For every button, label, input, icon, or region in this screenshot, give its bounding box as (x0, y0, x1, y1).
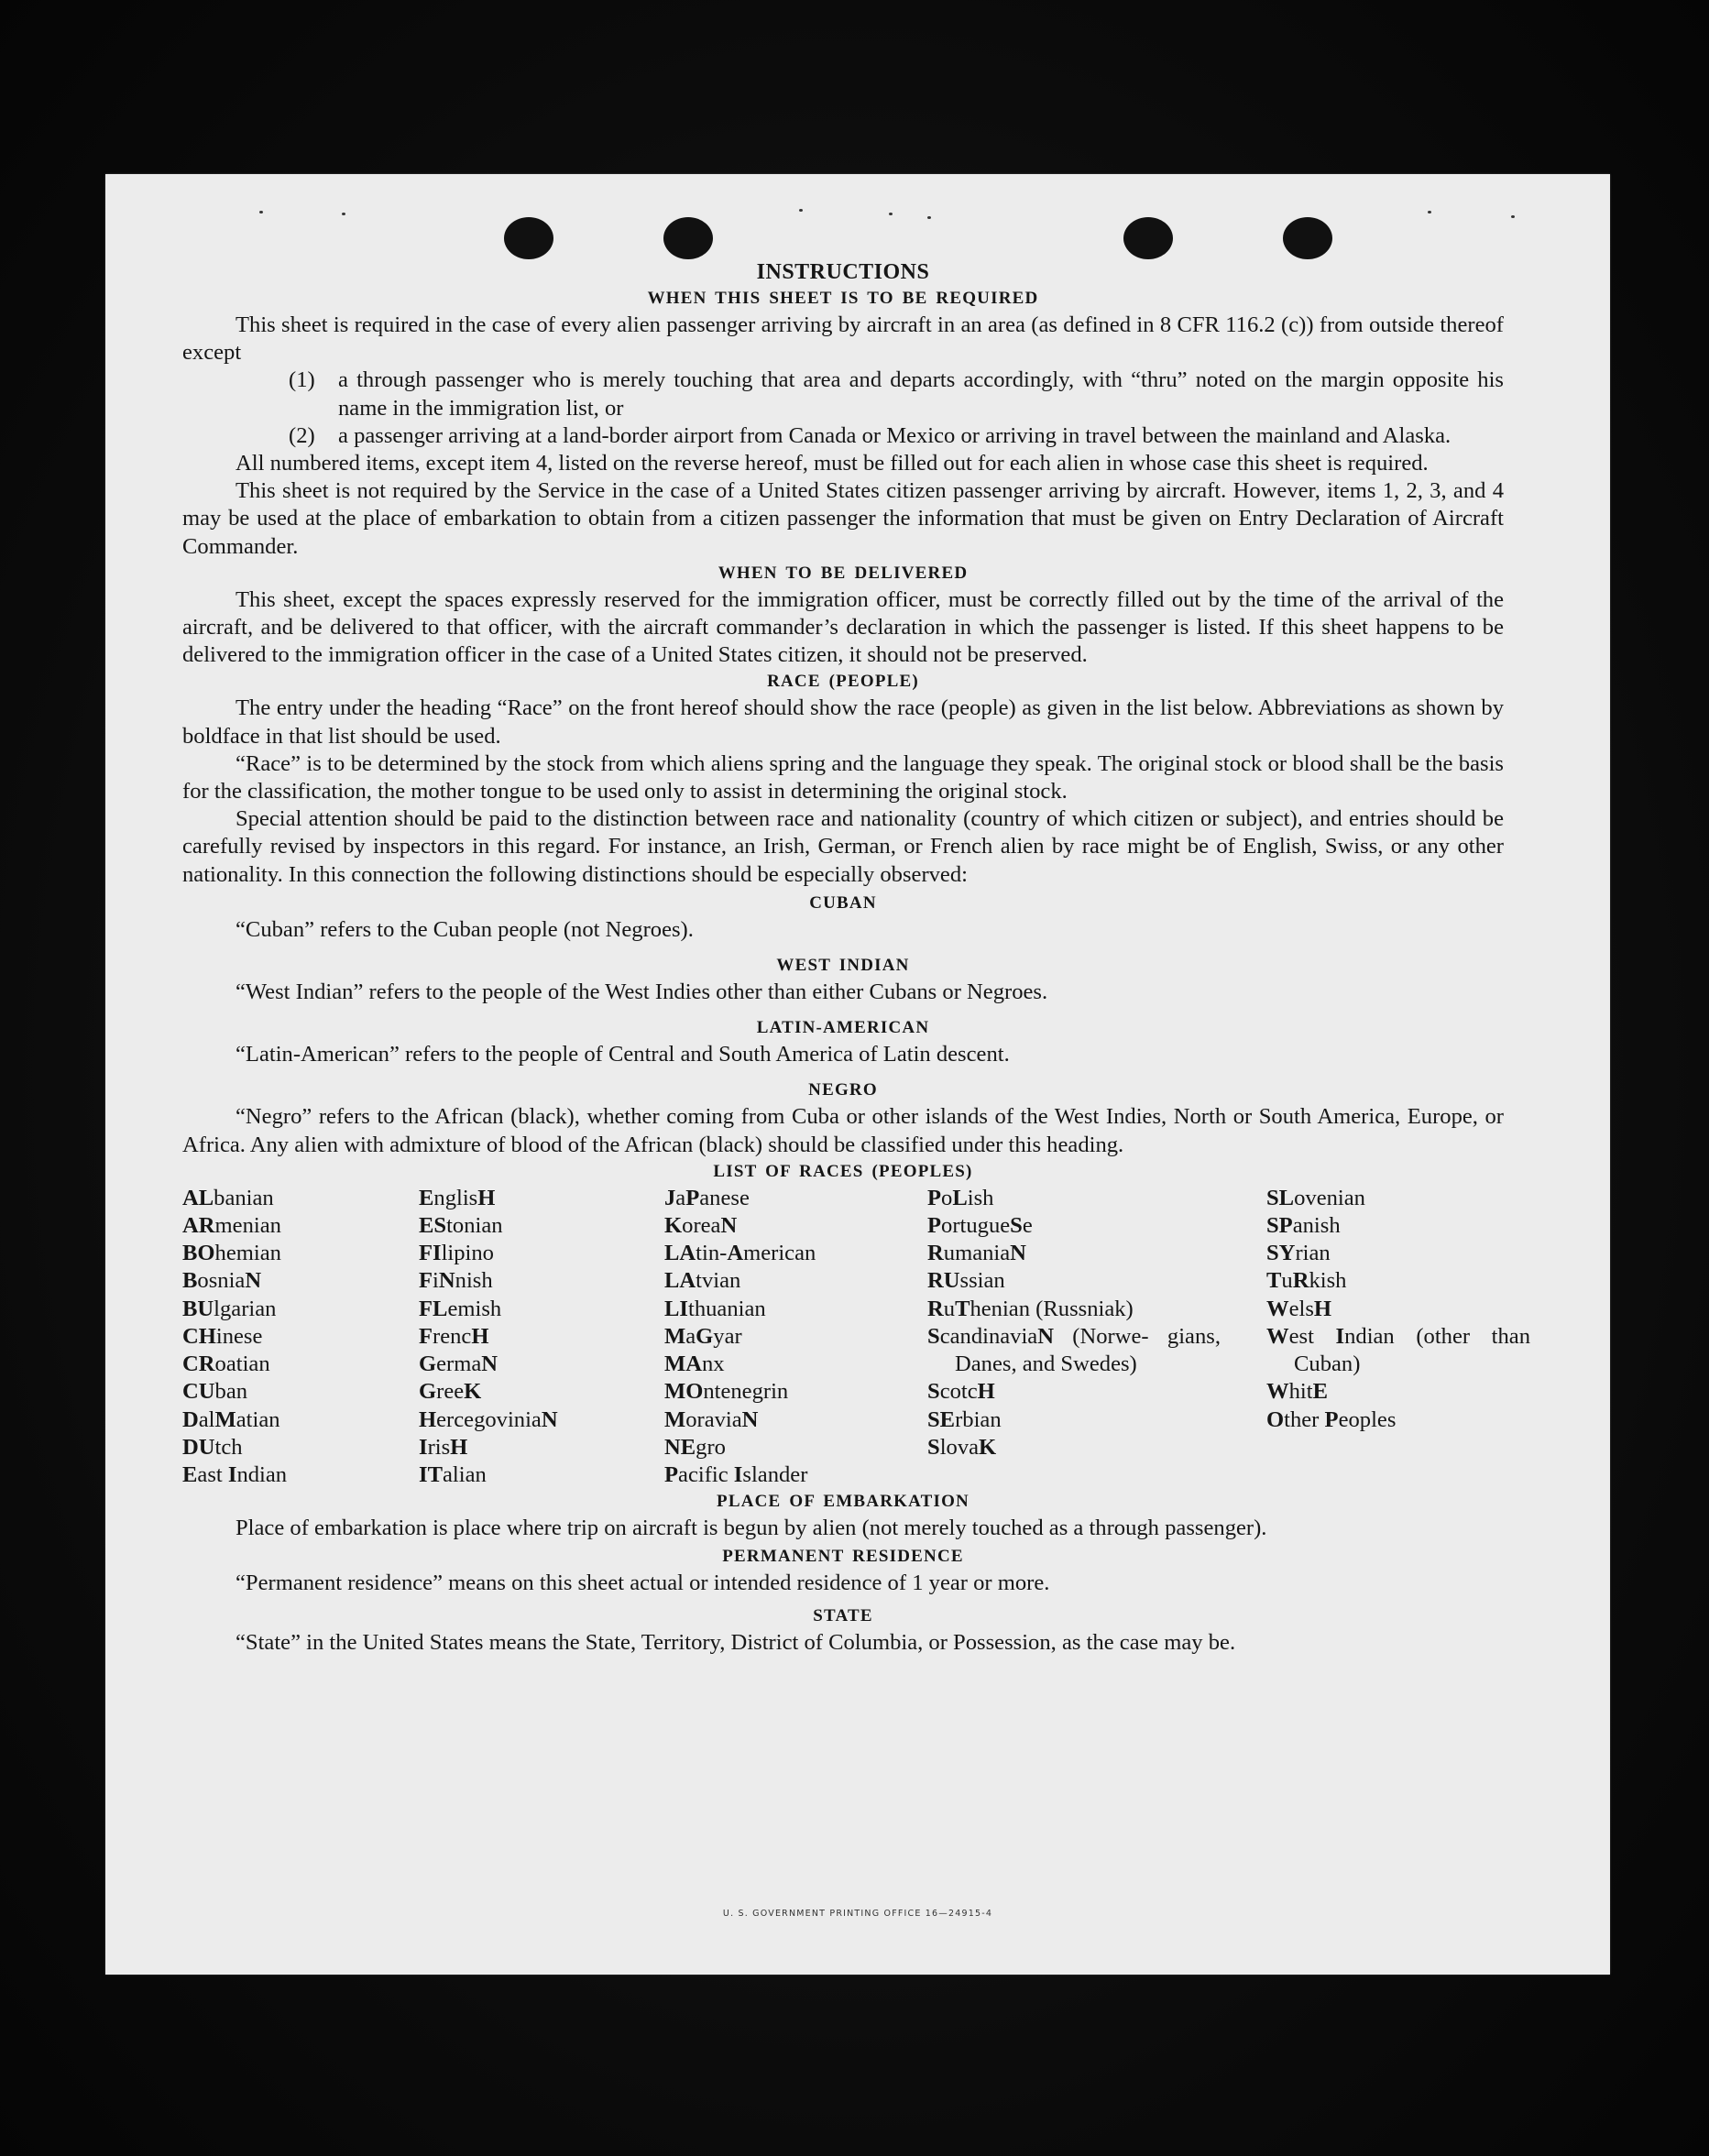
dust-speck (927, 216, 931, 219)
race-entry: SLovenian (1266, 1185, 1365, 1210)
race-entry: SlovaK (927, 1434, 997, 1460)
race-entry: NEgro (664, 1434, 726, 1460)
race-entry: LAtin-American (664, 1241, 816, 1266)
race-entry: SPanish (1266, 1213, 1341, 1239)
race-entry: CRoatian (182, 1352, 270, 1377)
heading-negro: NEGRO (808, 1080, 878, 1100)
required-intro: This sheet is required in the case of every alien passenger arriving by aircraft in an area (as defined in 8 CFR 116.2 (c)) from outside thereof except (182, 312, 1504, 366)
page-title: INSTRUCTIONS (756, 260, 930, 284)
race-entry: EStonian (419, 1213, 503, 1239)
dust-speck (1511, 215, 1515, 218)
race-entry: MAnx (664, 1352, 725, 1377)
heading-state: STATE (813, 1605, 873, 1625)
race-entry: SErbian (927, 1406, 1002, 1432)
punch-hole (1283, 217, 1332, 259)
dust-speck (799, 209, 803, 212)
race-entry: EnglisH (419, 1185, 496, 1210)
race-entry: BOhemian (182, 1241, 281, 1266)
race-entry: MOntenegrin (664, 1379, 789, 1405)
race-entry: DUtch (182, 1434, 243, 1460)
race-entry: Pacific Islander (664, 1461, 808, 1487)
race-entry: FrencH (419, 1323, 489, 1349)
heading-when-delivered: WHEN TO BE DELIVERED (718, 563, 969, 583)
race-column (419, 1185, 664, 1489)
race-entry: DalMatian (182, 1406, 280, 1432)
race-entry: LIthuanian (664, 1296, 766, 1321)
dust-speck (342, 213, 345, 215)
race-paragraph-1: The entry under the heading “Race” on the front hereof should show the race (people) as given in the list below. Abbreviations as shown by boldface in that list should be used. (182, 695, 1504, 749)
race-column (1266, 1185, 1530, 1489)
dust-speck (259, 211, 263, 213)
race-entry: CHinese (182, 1323, 263, 1349)
race-entry: GreeK (419, 1379, 482, 1405)
race-entry: Other Peoples (1266, 1406, 1397, 1432)
dust-speck (889, 213, 893, 215)
heading-cuban: CUBAN (809, 892, 877, 913)
heading-when-required: WHEN THIS SHEET IS TO BE REQUIRED (647, 289, 1039, 308)
race-entry: BosniaN (182, 1268, 262, 1294)
race-entry: LAtvian (664, 1268, 741, 1294)
printer-imprint: U. S. GOVERNMENT PRINTING OFFICE 16—24915-4 (722, 1909, 993, 1919)
race-entry: West Indian (other than Cuban) (1266, 1323, 1530, 1377)
heading-race: RACE (PEOPLE) (767, 672, 919, 692)
race-entry: FLemish (419, 1296, 502, 1321)
punch-hole (663, 217, 713, 259)
race-entry: CUban (182, 1379, 248, 1405)
race-entry: TuRkish (1266, 1268, 1347, 1294)
embarkation-paragraph: Place of embarkation is place where trip on aircraft is begun by alien (not merely touched as a through passenger). (236, 1516, 1267, 1541)
race-entry: PortugueSe (927, 1213, 1033, 1239)
residence-paragraph: “Permanent residence” means on this sheet actual or intended residence of 1 year or more. (236, 1570, 1050, 1596)
race-paragraph-2: “Race” is to be determined by the stock from which aliens spring and the language they speak. The original stock or blood shall be the basis for the classification, the mother tongue to be used only to assist in determining the original stock. (182, 750, 1504, 804)
race-entry: KoreaN (664, 1213, 738, 1239)
heading-embarkation: PLACE OF EMBARKATION (717, 1492, 970, 1512)
instructions-body (182, 258, 1530, 1657)
race-entry: HercegoviniaN (419, 1406, 558, 1432)
race-entry: GermaN (419, 1352, 498, 1377)
race-column (927, 1185, 1266, 1489)
race-entry: PoLish (927, 1185, 994, 1210)
race-entry: IrisH (419, 1434, 468, 1460)
race-entry: ALbanian (182, 1185, 274, 1210)
west-indian-paragraph: “West Indian” refers to the people of the West Indies other than either Cubans or Negroes. (236, 980, 1048, 1005)
heading-latin-american: LATIN-AMERICAN (756, 1018, 930, 1038)
race-list (182, 1185, 1530, 1489)
cuban-paragraph: “Cuban” refers to the Cuban people (not Negroes). (236, 916, 694, 942)
heading-list-of-races: LIST OF RACES (PEOPLES) (713, 1161, 973, 1181)
exception-item: (2) a passenger arriving at a land-border airport from Canada or Mexico or arriving in travel between the mainland and Alaska. (289, 422, 1452, 448)
race-entry: East Indian (182, 1461, 288, 1487)
race-entry: ScandinaviaN (Norwe- gians, Danes, and Swedes) (927, 1323, 1221, 1377)
race-entry: SYrian (1266, 1241, 1331, 1266)
instruction-sheet (105, 174, 1610, 1975)
race-entry: BUlgarian (182, 1296, 277, 1321)
race-entry: WhitE (1266, 1379, 1328, 1405)
race-entry: ARmenian (182, 1213, 281, 1239)
race-paragraph-3: Special attention should be paid to the distinction between race and nationality (country of which citizen or subject), and entries should be carefully revised by inspectors in this regard. For instance, an Irish, German, or French alien by race might be of English, Swiss, or any other nationality. In this connection the following distinctions should be especially observed: (182, 806, 1504, 887)
latin-american-paragraph: “Latin-American” refers to the people of Central and South America of Latin descent. (236, 1042, 1010, 1067)
race-entry: RumaniaN (927, 1241, 1026, 1266)
race-entry: WelsH (1266, 1296, 1332, 1321)
race-entry: ITalian (419, 1461, 487, 1487)
exception-item: (1) a through passenger who is merely touching that area and departs accordingly, with “thru” noted on the margin opposite his name in the immigration list, or (289, 367, 1504, 421)
race-column (664, 1185, 927, 1489)
state-paragraph: “State” in the United States means the State, Territory, District of Columbia, or Possession, as the case may be. (236, 1629, 1236, 1655)
heading-permanent-residence: PERMANENT RESIDENCE (722, 1547, 964, 1567)
dust-speck (1428, 211, 1431, 213)
negro-paragraph: “Negro” refers to the African (black), whether coming from Cuba or other islands of the West Indies, North or South America, Europe, or Africa. Any alien with admixture of blood of the African (black) should be classified under this heading. (182, 1104, 1504, 1157)
race-entry: ScotcH (927, 1379, 995, 1405)
numbered-items-paragraph: All numbered items, except item 4, listed on the reverse hereof, must be filled out for each alien in whose case this sheet is required. (236, 451, 1429, 476)
citizen-paragraph: This sheet is not required by the Service in the case of a United States citizen passenger arriving by aircraft. However, items 1, 2, 3, and 4 may be used at the place of embarkation to obtain from a citizen passenger the information that must be given on Entry Declaration of Aircraft Commander. (182, 478, 1504, 559)
race-entry: FIlipino (419, 1241, 494, 1266)
race-entry: FiNnish (419, 1268, 493, 1294)
delivered-paragraph: This sheet, except the spaces expressly reserved for the immigration officer, must be correctly filled out by the time of the arrival of the aircraft, and be delivered to that officer, with the aircraft commander’s declaration in which the passenger is listed. If this sheet happens to be delivered to the immigration officer in the case of a United States citizen, it should not be preserved. (182, 586, 1504, 668)
punch-hole (1123, 217, 1173, 259)
race-entry: RUssian (927, 1268, 1005, 1294)
race-entry: RuThenian (Russniak) (927, 1296, 1134, 1321)
race-column (182, 1185, 419, 1489)
heading-west-indian: WEST INDIAN (776, 956, 910, 976)
race-entry: MoraviaN (664, 1406, 759, 1432)
race-entry: MaGyar (664, 1323, 742, 1349)
punch-hole (504, 217, 553, 259)
race-entry: JaPanese (664, 1185, 750, 1210)
